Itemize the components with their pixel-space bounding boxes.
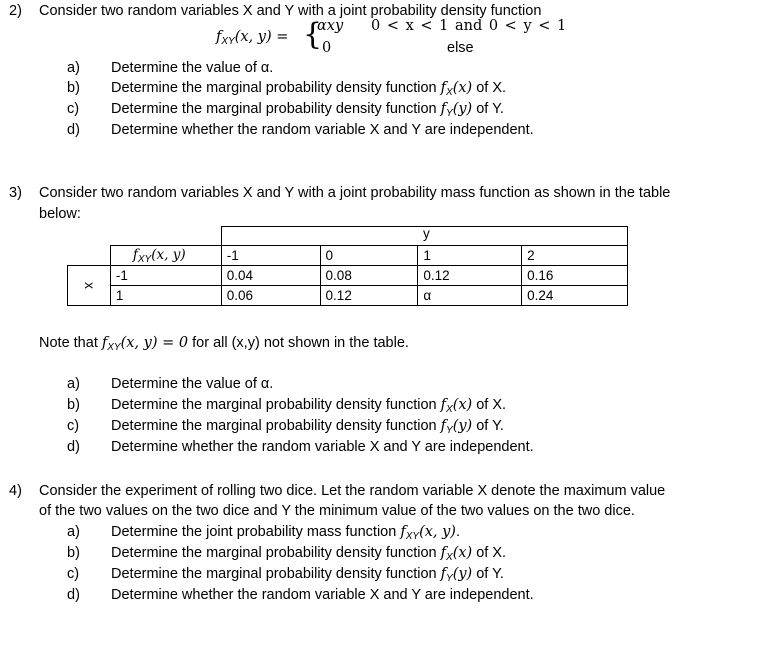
part-text: Determine the marginal probability density function (111, 101, 441, 117)
table-row (68, 246, 628, 266)
part-text: Determine the marginal probability density function (111, 80, 441, 96)
part-fn: f (400, 524, 406, 540)
part-text: Determine the marginal probability density function (111, 566, 441, 582)
part-label: c) (67, 101, 80, 117)
part-text-post: of Y. (472, 418, 504, 434)
q2-case1-expr: αxy (317, 18, 344, 34)
part-label: a) (67, 60, 80, 76)
part-text-post: of X. (472, 397, 507, 413)
pmf-corner-cell (110, 246, 221, 266)
pmf-cell: α (418, 286, 522, 306)
part-fn-arg: (y) (452, 101, 473, 117)
part-text-post: of Y. (472, 101, 504, 117)
pmf-x-value: 1 (110, 286, 221, 306)
part-fn-arg: (x) (452, 397, 473, 413)
part-label: b) (67, 80, 80, 96)
q2-part-b (67, 80, 506, 98)
pmf-x-header-cell (68, 266, 111, 306)
q3-part-d (67, 439, 534, 455)
part-fn-sub: X (446, 87, 453, 98)
part-label: d) (67, 122, 80, 138)
part-text: Determine the marginal probability density function (111, 545, 441, 561)
pmf-y-header: y (423, 226, 430, 241)
q2-pdf-sub: XY (221, 36, 235, 47)
q2-part-a (67, 60, 273, 76)
pmf-x-value: -1 (110, 266, 221, 286)
part-text-post: of X. (472, 545, 507, 561)
part-label: d) (67, 439, 80, 455)
part-text: Determine the marginal probability density function (111, 397, 441, 413)
part-fn: f (440, 101, 447, 117)
part-fn-sub: Y (446, 573, 453, 584)
pmf-y-value: 1 (418, 246, 522, 266)
note-fn-sub: XY (107, 342, 121, 353)
part-label: a) (67, 376, 80, 392)
part-fn: f (440, 566, 447, 582)
q2-case1-cond: 0 < x < 1 and 0 < y < 1 (371, 18, 567, 34)
part-fn-sub: Y (446, 425, 453, 436)
part-label: c) (67, 418, 80, 434)
part-text-post: of X. (472, 80, 507, 96)
part-label: b) (67, 545, 80, 561)
part-text: Determine whether the random variable X and Y are independent. (111, 587, 534, 603)
q3-part-a (67, 376, 273, 392)
q2-case2-expr: 0 (322, 40, 332, 56)
part-fn-arg: (y) (452, 418, 473, 434)
q4-part-b (67, 545, 506, 563)
pmf-y-value: -1 (221, 246, 320, 266)
note-args: (x, y) = 0 (120, 335, 189, 351)
q3-note (39, 335, 409, 353)
q4-text-line2: of the two values on the two dice and Y the minimum value of the two values on the two dice. (39, 503, 635, 519)
q3-part-c (67, 418, 504, 436)
part-fn: f (440, 80, 447, 96)
table-row (68, 286, 628, 306)
part-fn: f (440, 418, 447, 434)
part-fn-arg: (x) (452, 545, 473, 561)
pmf-cell: 0.04 (221, 266, 320, 286)
q4-part-a (67, 524, 460, 542)
part-text: Determine the joint probability mass function (111, 524, 401, 540)
q2-brace: { (303, 17, 323, 52)
part-fn-arg: (x, y) (419, 524, 456, 540)
part-fn-arg: (y) (452, 566, 473, 582)
q2-pdf-definition (216, 29, 288, 47)
pmf-cell: 0.16 (522, 266, 628, 286)
pmf-y-value: 0 (320, 246, 418, 266)
pmf-y-span-cell (221, 227, 627, 246)
part-text: Determine whether the random variable X and Y are independent. (111, 122, 534, 138)
part-text: Determine whether the random variable X and Y are independent. (111, 439, 534, 455)
q3-text-line1: Consider two random variables X and Y with a joint probability mass function as shown in the table (39, 185, 671, 201)
part-fn-sub: XY (405, 531, 420, 542)
q3-number: 3) (9, 185, 22, 201)
q4-text-line1: Consider the experiment of rolling two dice. Let the random variable X denote the maximum value (39, 483, 666, 499)
part-fn-sub: X (446, 404, 453, 415)
part-fn-sub: X (446, 552, 453, 563)
table-row (68, 266, 628, 286)
part-fn-arg: (x) (452, 80, 473, 96)
q2-pdf-args: (x, y) = (234, 29, 289, 45)
q4-part-d (67, 587, 534, 603)
note-post: for all (x,y) not shown in the table. (188, 335, 409, 351)
q2-text: Consider two random variables X and Y with a joint probability density function (39, 3, 542, 19)
pmf-cell: 0.06 (221, 286, 320, 306)
q4-number: 4) (9, 483, 22, 499)
part-label: a) (67, 524, 80, 540)
part-text: Determine the marginal probability density function (111, 418, 441, 434)
pmf-x-header: x (81, 282, 97, 289)
pmf-corner-args: (x, y) (151, 246, 186, 263)
q4-part-c (67, 566, 504, 584)
q2-part-d (67, 122, 534, 138)
part-text-post: . (455, 524, 460, 540)
pmf-corner-fn: f (132, 246, 138, 263)
part-fn: f (440, 545, 447, 561)
table-row (68, 227, 628, 246)
part-label: b) (67, 397, 80, 413)
pmf-corner-sub: XY (137, 253, 152, 265)
pmf-y-value: 2 (522, 246, 628, 266)
q3-text-line2: below: (39, 206, 81, 222)
pmf-cell: 0.12 (320, 286, 418, 306)
q2-pdf-fn: f (216, 29, 222, 45)
part-text: Determine the value of α. (111, 376, 274, 392)
part-label: c) (67, 566, 80, 582)
pmf-cell: 0.08 (320, 266, 418, 286)
part-label: d) (67, 587, 80, 603)
note-pre: Note that (39, 335, 102, 351)
pmf-table (67, 226, 628, 306)
q2-case2-cond: else (447, 40, 474, 56)
part-text: Determine the value of α. (111, 60, 274, 76)
note-fn: f (101, 335, 108, 351)
part-fn-sub: Y (446, 108, 453, 119)
q3-part-b (67, 397, 506, 415)
pmf-cell: 0.12 (418, 266, 522, 286)
part-text-post: of Y. (472, 566, 504, 582)
part-fn: f (440, 397, 447, 413)
pmf-cell: 0.24 (522, 286, 628, 306)
q2-number: 2) (9, 3, 22, 19)
q2-part-c (67, 101, 504, 119)
